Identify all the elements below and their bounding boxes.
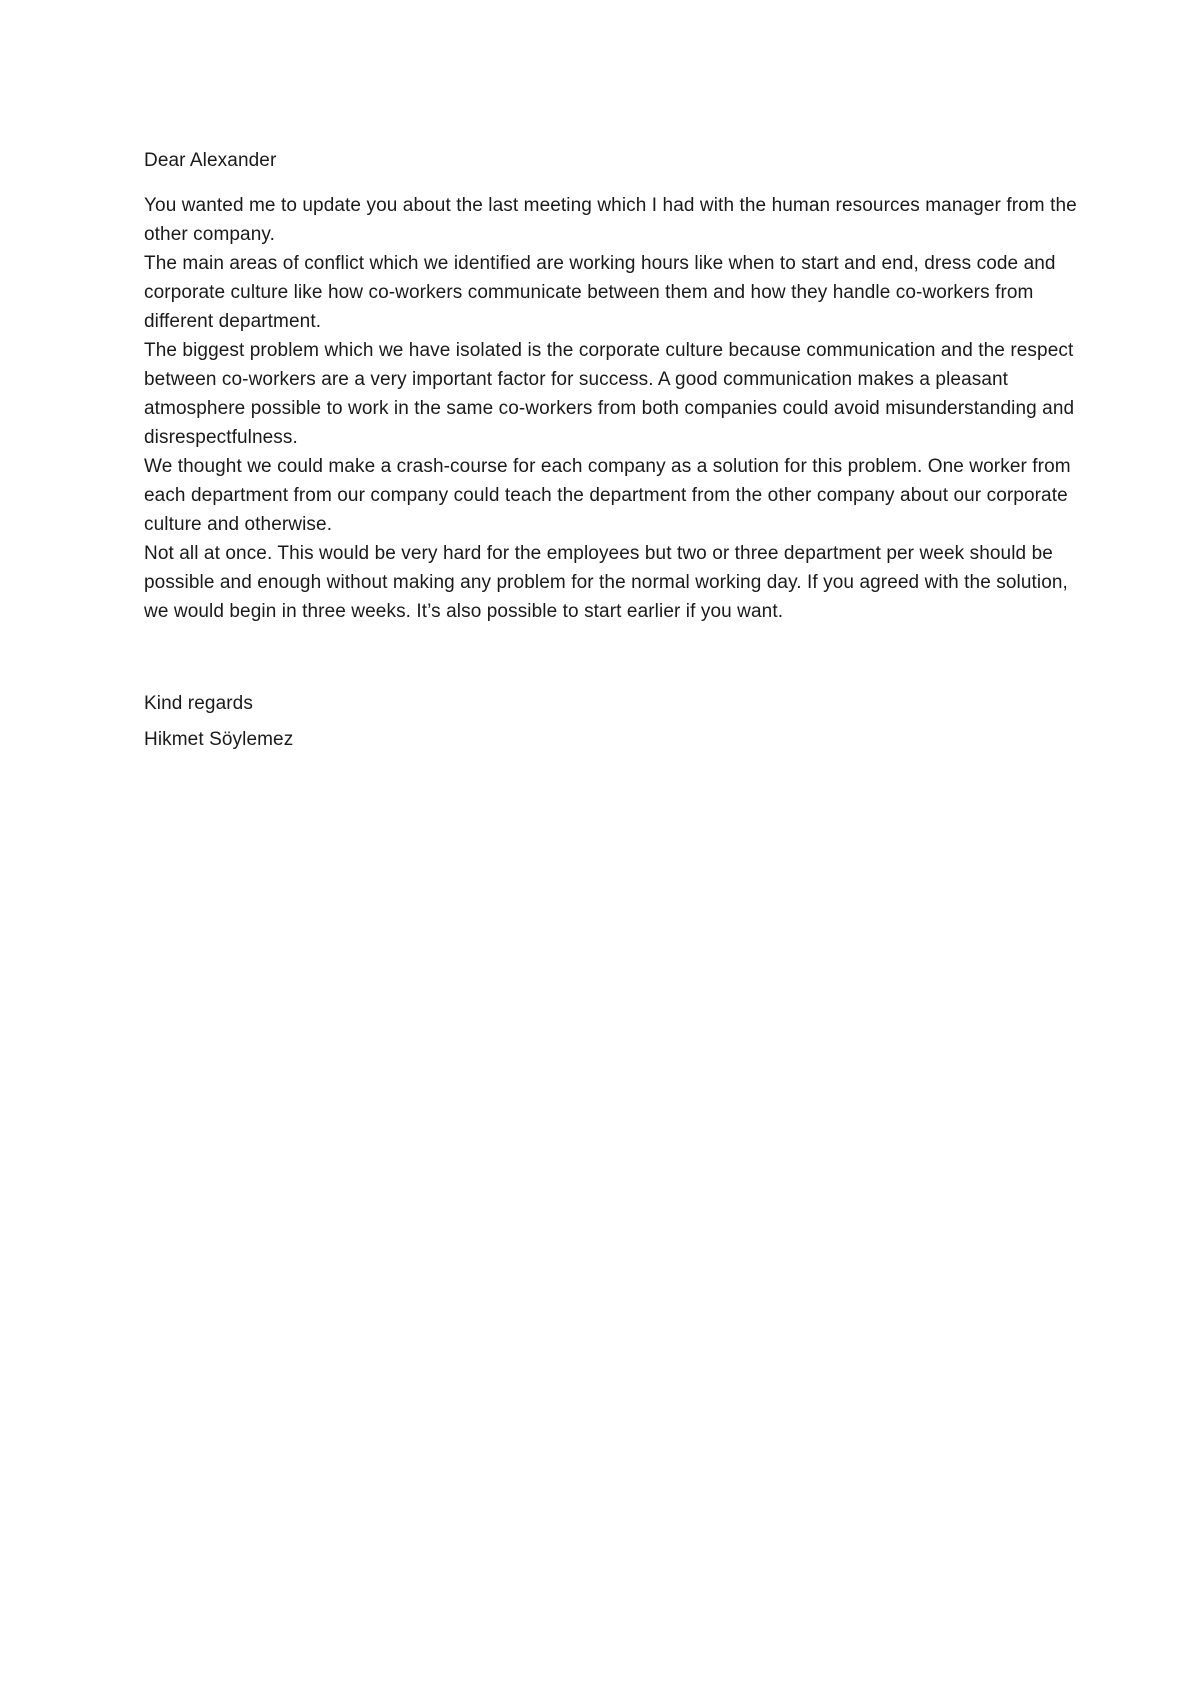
paragraph-meeting-update: You wanted me to update you about the last meeting which I had with the human resources manager from the other company. (144, 195, 1077, 245)
signature: Hikmet Söylemez (144, 729, 294, 750)
closing: Kind regards (144, 693, 253, 714)
letter-body (144, 146, 1084, 754)
paragraph-conflict-areas: The main areas of conflict which we identified are working hours like when to start and end, dress code and corporate culture like how co-workers communicate between them and how they handle co-workers from different department. (144, 253, 1056, 332)
paragraph-proposed-solution: We thought we could make a crash-course for each company as a solution for this problem. One worker from each department from our company could teach the department from the other company about our corporate culture and otherwise. (144, 456, 1071, 535)
paragraph-schedule: Not all at once. This would be very hard for the employees but two or three department per week should be possible and enough without making any problem for the normal working day. If you agreed with the solution, we would begin in three weeks. It’s also possible to start earlier if you want. (144, 543, 1068, 622)
paragraph-biggest-problem: The biggest problem which we have isolated is the corporate culture because communication and the respect between co-workers are a very important factor for success. A good communication makes a pleasant atmosphere possible to work in the same co-workers from both companies could avoid misunderstanding and disrespectfulness. (144, 340, 1075, 448)
letter-paragraphs (144, 191, 1084, 626)
salutation: Dear Alexander (144, 150, 277, 171)
